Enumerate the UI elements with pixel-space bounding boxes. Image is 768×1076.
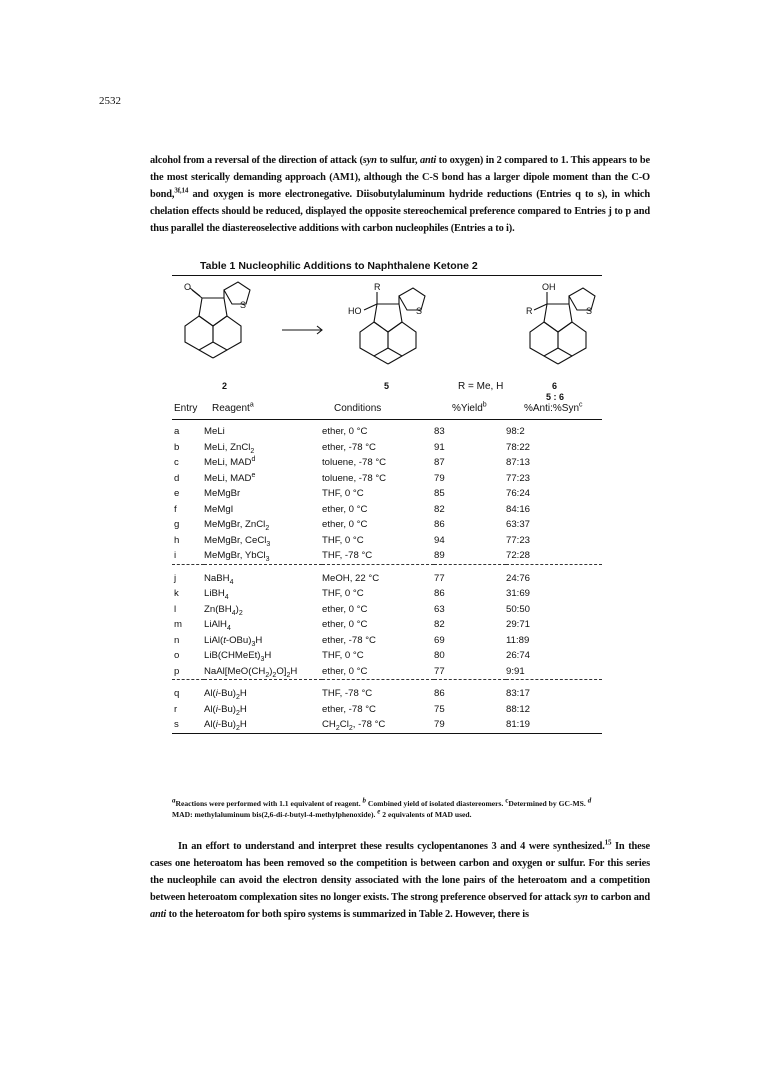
compound-label-5: 5 bbox=[384, 381, 390, 391]
reagent-cell: LiBH$_4$ bbox=[204, 588, 229, 602]
conditions-cell: ether, 0 °C bbox=[322, 503, 368, 515]
reagent-cell: $LiAl(t-OBu)_3H$ bbox=[204, 634, 263, 648]
conditions-cell: THF, 0 °C bbox=[322, 488, 364, 500]
conditions-cell: ether, -78 °C bbox=[322, 634, 376, 646]
table-caption: Table 1 Nucleophilic Additions to Naphthalene Ketone 2 bbox=[200, 260, 478, 272]
reagent-cell: MeMgI bbox=[204, 503, 234, 515]
yield-cell: 86 bbox=[434, 688, 445, 700]
reaction-scheme bbox=[172, 280, 602, 380]
table-row bbox=[172, 664, 602, 680]
entry-cell: a bbox=[174, 426, 180, 438]
conditions-cell: THF, -78 °C bbox=[322, 688, 373, 700]
ratio-cell: 77:23 bbox=[506, 534, 531, 546]
conditions-cell: ether, 0 °C bbox=[322, 603, 368, 615]
yield-cell: 89 bbox=[434, 550, 445, 562]
conditions-cell: ether, 0 °C bbox=[322, 665, 368, 677]
reagent-cell: NaBH$_4$ bbox=[204, 572, 234, 586]
header-yield: %Yield$^b$ bbox=[452, 401, 487, 414]
yield-cell: 86 bbox=[434, 519, 445, 531]
ratio-cell: 88:12 bbox=[506, 703, 531, 715]
ratio-cell: 72:28 bbox=[506, 550, 531, 562]
atom-S-left: S bbox=[240, 300, 247, 310]
conditions-cell: toluene, -78 °C bbox=[322, 472, 387, 484]
reagent-cell: MeMgBr, ZnCl$_2$ bbox=[204, 519, 270, 533]
table-row bbox=[172, 440, 602, 456]
table-row bbox=[172, 548, 602, 564]
atom-O-left: O bbox=[184, 282, 192, 292]
table-row bbox=[172, 617, 602, 633]
entry-cell: g bbox=[174, 519, 180, 531]
ratio-cell: 83:17 bbox=[506, 688, 531, 700]
reagent-cell: $Al(i-Bu)_2H$ bbox=[204, 688, 247, 702]
table-row bbox=[172, 471, 602, 487]
table-row bbox=[172, 717, 602, 733]
ratio-cell: 24:76 bbox=[506, 572, 531, 584]
header-ratio: %Anti:%Syn$^c$ bbox=[524, 401, 583, 414]
header-rule bbox=[172, 419, 602, 420]
entry-cell: c bbox=[174, 457, 179, 469]
entry-cell: o bbox=[174, 650, 180, 662]
yield-cell: 80 bbox=[434, 650, 445, 662]
entry-cell: e bbox=[174, 488, 180, 500]
r-group-label: R = Me, H bbox=[458, 381, 504, 392]
reagent-cell: MeLi, MAD$^d$ bbox=[204, 456, 256, 469]
atom-OH-right: OH bbox=[542, 282, 556, 292]
yield-cell: 79 bbox=[434, 472, 445, 484]
table-footnote: $^a$Reactions were performed with 1.1 equivalent of reagent. $^b$ Combined yield of isolated diastereomers. $^c$Determined by GC-MS. $^d$ MAD: methylaluminum bis(2,6-di-t-butyl-4-methylphenoxide). $^e$ 2 equivalents of MAD used. bbox=[172, 796, 592, 819]
header-entry: Entry bbox=[174, 403, 198, 414]
entry-cell: d bbox=[174, 472, 180, 484]
table-row bbox=[172, 586, 602, 602]
ratio-cell: 29:71 bbox=[506, 619, 531, 631]
yield-cell: 77 bbox=[434, 665, 445, 677]
conditions-cell: ether, -78 °C bbox=[322, 441, 376, 453]
ratio-cell: 98:2 bbox=[506, 426, 525, 438]
yield-cell: 91 bbox=[434, 441, 445, 453]
conditions-cell: THF, -78 °C bbox=[322, 550, 373, 562]
table-row bbox=[172, 502, 602, 518]
reagent-cell: $Zn(BH_4)_2$ bbox=[204, 603, 243, 617]
entry-cell: j bbox=[174, 572, 177, 584]
ratio-cell: 31:69 bbox=[506, 588, 531, 600]
structure-product-5 bbox=[360, 288, 425, 364]
reagent-cell: $LiB(CHMeEt)_3H$ bbox=[204, 650, 272, 664]
conditions-cell: ether, 0 °C bbox=[322, 426, 368, 438]
conditions-cell: THF, 0 °C bbox=[322, 534, 364, 546]
reagent-cell: $Al(i-Bu)_2H$ bbox=[204, 703, 247, 717]
ratio-cell: 76:24 bbox=[506, 488, 531, 500]
reagent-cell: $NaAl[MeO(CH_2)_2O]_2H$ bbox=[204, 665, 298, 679]
conditions-cell: ether, -78 °C bbox=[322, 703, 376, 715]
scheme-structures bbox=[172, 280, 602, 380]
entry-cell: s bbox=[174, 719, 179, 731]
table-row bbox=[172, 517, 602, 533]
page-number: 2532 bbox=[99, 95, 121, 107]
ratio-cell: 77:23 bbox=[506, 472, 531, 484]
yield-cell: 77 bbox=[434, 572, 445, 584]
reagent-cell: $Al(i-Bu)_2H$ bbox=[204, 719, 247, 733]
ratio-cell: 11:89 bbox=[506, 634, 530, 646]
entry-cell: b bbox=[174, 441, 180, 453]
ratio-cell: 50:50 bbox=[506, 603, 531, 615]
atom-R-middle: R bbox=[374, 282, 381, 292]
table-row bbox=[172, 633, 602, 649]
reagent-cell: MeMgBr bbox=[204, 488, 241, 500]
yield-cell: 86 bbox=[434, 588, 445, 600]
yield-cell: 63 bbox=[434, 603, 445, 615]
atom-S-middle: S bbox=[416, 306, 423, 316]
entry-cell: p bbox=[174, 665, 180, 677]
header-conditions: Conditions bbox=[334, 403, 382, 414]
reagent-cell: MeLi, ZnCl$_2$ bbox=[204, 441, 255, 455]
yield-cell: 79 bbox=[434, 719, 445, 731]
reagent-cell: MeLi bbox=[204, 426, 225, 438]
compound-label-2: 2 bbox=[222, 381, 228, 391]
table-row bbox=[172, 424, 602, 440]
ratio-cell: 87:13 bbox=[506, 457, 531, 469]
table-top-rule bbox=[172, 275, 602, 276]
yield-cell: 82 bbox=[434, 503, 445, 515]
table-row bbox=[172, 533, 602, 549]
yield-cell: 87 bbox=[434, 457, 445, 469]
ratio-cell: 81:19 bbox=[506, 719, 531, 731]
atom-HO-middle: HO bbox=[348, 306, 362, 316]
table-row bbox=[172, 486, 602, 502]
entry-cell: r bbox=[174, 703, 178, 715]
table-row bbox=[172, 702, 602, 718]
reagent-cell: LiAlH$_4$ bbox=[204, 619, 231, 633]
yield-cell: 94 bbox=[434, 534, 445, 546]
ratio-cell: 9:91 bbox=[506, 665, 525, 677]
table-row bbox=[172, 686, 602, 702]
table-row bbox=[172, 455, 602, 471]
conditions-cell: THF, 0 °C bbox=[322, 588, 364, 600]
conditions-cell: toluene, -78 °C bbox=[322, 457, 387, 469]
ratio-cell: 63:37 bbox=[506, 519, 531, 531]
compound-label-6: 6 bbox=[552, 381, 558, 391]
ratio-cell: 78:22 bbox=[506, 441, 531, 453]
conditions-cell: ether, 0 °C bbox=[322, 619, 368, 631]
structure-product-6 bbox=[530, 288, 595, 364]
entry-cell: k bbox=[174, 588, 179, 600]
conditions-cell: THF, 0 °C bbox=[322, 650, 364, 662]
reagent-cell: MeLi, MAD$^e$ bbox=[204, 471, 256, 484]
yield-cell: 85 bbox=[434, 488, 445, 500]
entry-cell: q bbox=[174, 688, 180, 700]
table-row bbox=[172, 648, 602, 664]
reagent-cell: MeMgBr, CeCl$_3$ bbox=[204, 534, 271, 548]
results-table bbox=[172, 424, 602, 734]
yield-cell: 75 bbox=[434, 703, 445, 715]
conditions-cell: MeOH, 22 °C bbox=[322, 572, 380, 584]
reagent-cell: MeMgBr, YbCl$_3$ bbox=[204, 550, 270, 564]
entry-cell: i bbox=[174, 550, 177, 562]
paragraph-intro: alcohol from a reversal of the direction of attack (syn to sulfur, anti to oxygen) in 2 compared to 1. This appears to be the most sterically demanding approach (AM1), although the C-S bond has a larger dipole moment than the C-O bond,$^{3f,14}$ and oxygen is more electronegative. Diisobutylaluminum hydride reductions (Entries q to s), in which chelation effects should be reduced, displayed the opposite stereochemical preference compared to Entries j to p and thus parallel the diastereoselective additions with carbon nucleophiles (Entries a to i). bbox=[150, 155, 650, 234]
table-row bbox=[172, 571, 602, 587]
yield-cell: 82 bbox=[434, 619, 445, 631]
entry-cell: f bbox=[174, 503, 177, 515]
atom-R-right: R bbox=[526, 306, 533, 316]
yield-cell: 69 bbox=[434, 634, 445, 646]
entry-cell: h bbox=[174, 534, 180, 546]
entry-cell: l bbox=[174, 603, 177, 615]
structure-ketone-2 bbox=[185, 282, 250, 358]
conditions-cell: $CH_2Cl_2$, -78 °C bbox=[322, 719, 386, 733]
atom-S-right: S bbox=[586, 306, 593, 316]
table-row bbox=[172, 602, 602, 618]
ratio-header-label: 5 : 6 bbox=[546, 392, 565, 402]
yield-cell: 83 bbox=[434, 426, 445, 438]
ratio-cell: 26:74 bbox=[506, 650, 531, 662]
conditions-cell: ether, 0 °C bbox=[322, 519, 368, 531]
paragraph-discussion: In an effort to understand and interpret these results cyclopentanones 3 and 4 were synthesized.$^{15}$ In these cases one heteroatom has been removed so the competition is between carbon and oxygen or sulfur. For this series the nucleophile can avoid the electron density associated with the lone pairs of the heteroatom and a competition between heteroatom complexation sites no longer exists. The strong preference observed for attack syn to carbon and anti to the heteroatom for both spiro systems is summarized in Table 2. However, there is bbox=[150, 838, 651, 920]
entry-cell: m bbox=[174, 619, 182, 631]
entry-cell: n bbox=[174, 634, 180, 646]
header-reagent: Reagent$^a$ bbox=[212, 401, 254, 414]
ratio-cell: 84:16 bbox=[506, 503, 531, 515]
